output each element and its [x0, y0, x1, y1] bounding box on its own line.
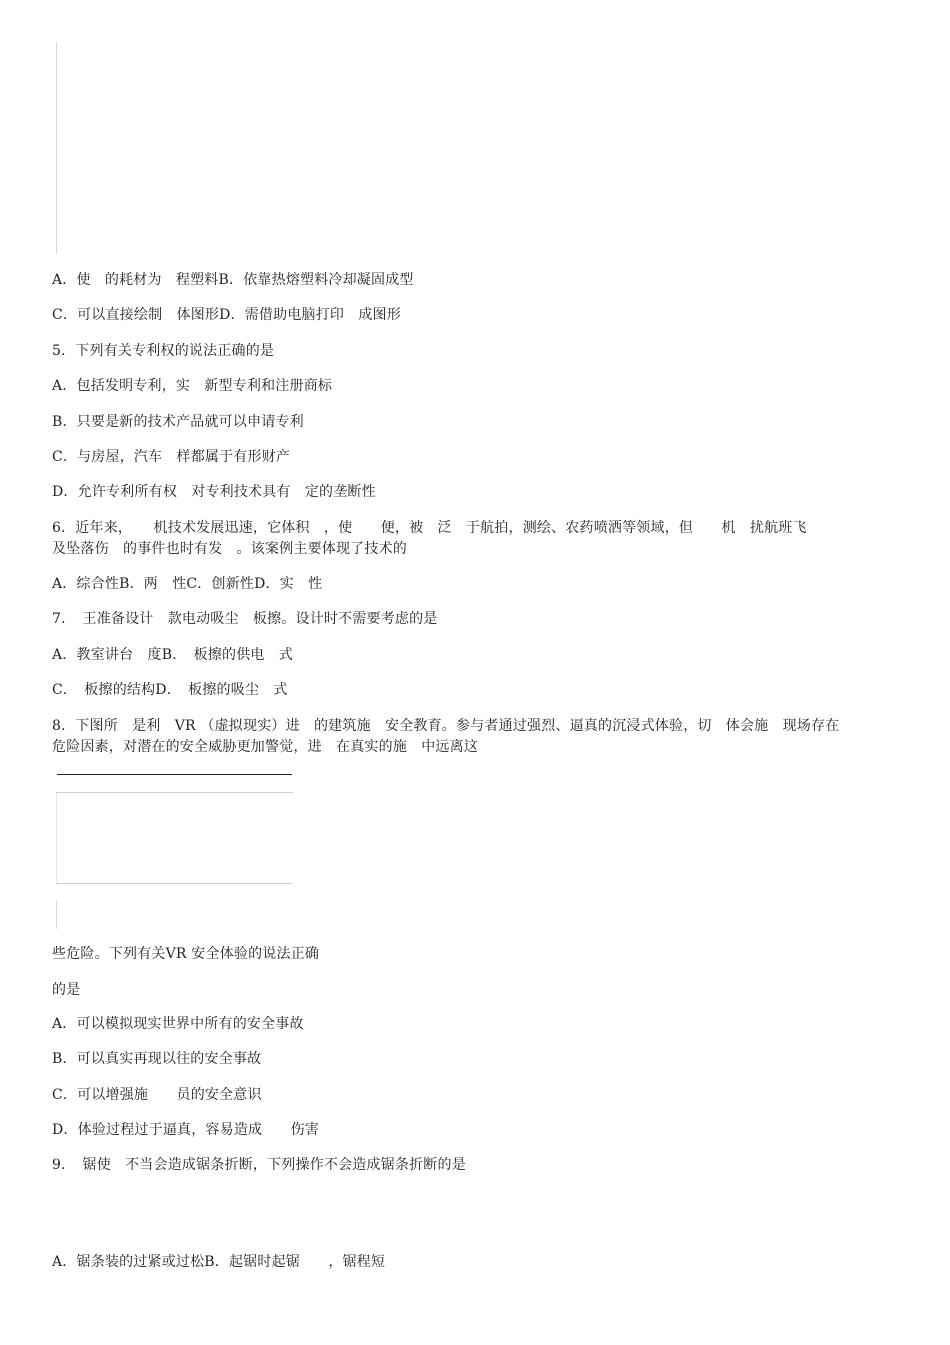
q4-options-cd: C．可以直接绘制 体图形D．需借助电脑打印 成图形 — [52, 307, 401, 323]
figure-edge-top — [56, 42, 57, 254]
q5-option-d: D．允许专利所有权 对专利技术具有 定的垄断性 — [52, 484, 376, 500]
q5-stem: 5．下列有关专利权的说法正确的是 — [52, 343, 275, 359]
q8-stem-line4: 的是 — [52, 982, 81, 998]
figure-top-rule — [57, 774, 292, 775]
q5-option-c: C．与房屋，汽车 样都属于有形财产 — [52, 449, 291, 465]
q5-option-b: B．只要是新的技术产品就可以申请专利 — [52, 414, 304, 430]
q4-options-ab: A．使 的耗材为 程塑料B．依靠热熔塑料冷却凝固成型 — [52, 272, 414, 288]
q6-options: A．综合性B．两 性C．创新性D．实 性 — [52, 576, 323, 592]
q8-option-a: A．可以模拟现实世界中所有的安全事故 — [52, 1016, 304, 1032]
q6-stem-line2: 及坠落伤 的事件也时有发 。该案例主要体现了技术的 — [52, 541, 407, 557]
q7-stem: 7． 王准备设计 款电动吸尘 板擦。设计时不需要考虑的是 — [52, 611, 438, 627]
q7-options-cd: C． 板擦的结构D． 板擦的吸尘 式 — [52, 682, 288, 698]
q8-option-d: D．体验过程过于逼真，容易造成 伤害 — [52, 1122, 320, 1138]
q8-stem-line1: 8．下图所 是利 VR （虚拟现实）进 的建筑施 安全教育。参与者通过强烈、逼真的沉浸式体验，切 体会施 现场存在 — [52, 718, 840, 734]
q7-options-ab: A．教室讲台 度B． 板擦的供电 式 — [52, 647, 293, 663]
q9-options-ab: A．锯条装的过紧或过松B．起锯时起锯 ，锯程短 — [52, 1254, 386, 1270]
figure-edge-bottom — [56, 901, 57, 929]
q8-option-b: B．可以真实再现以往的安全事故 — [52, 1051, 262, 1067]
vr-figure — [56, 792, 293, 884]
q6-stem-line1: 6．近年来， 机技术发展迅速，它体积 ，使 便，被 泛 于航拍，测绘、农药喷洒等领域，但 机 扰航班飞 — [52, 520, 807, 536]
q9-stem: 9． 锯使 不当会造成锯条折断，下列操作不会造成锯条折断的是 — [52, 1157, 466, 1173]
q8-option-c: C．可以增强施 员的安全意识 — [52, 1087, 262, 1103]
q5-option-a: A．包括发明专利，实 新型专利和注册商标 — [52, 378, 333, 394]
q8-stem-line3: 些危险。下列有关VR 安全体验的说法正确 — [52, 946, 320, 962]
q8-stem-line2: 危险因素，对潜在的安全威胁更加警觉，进 在真实的施 中远离这 — [52, 739, 478, 755]
